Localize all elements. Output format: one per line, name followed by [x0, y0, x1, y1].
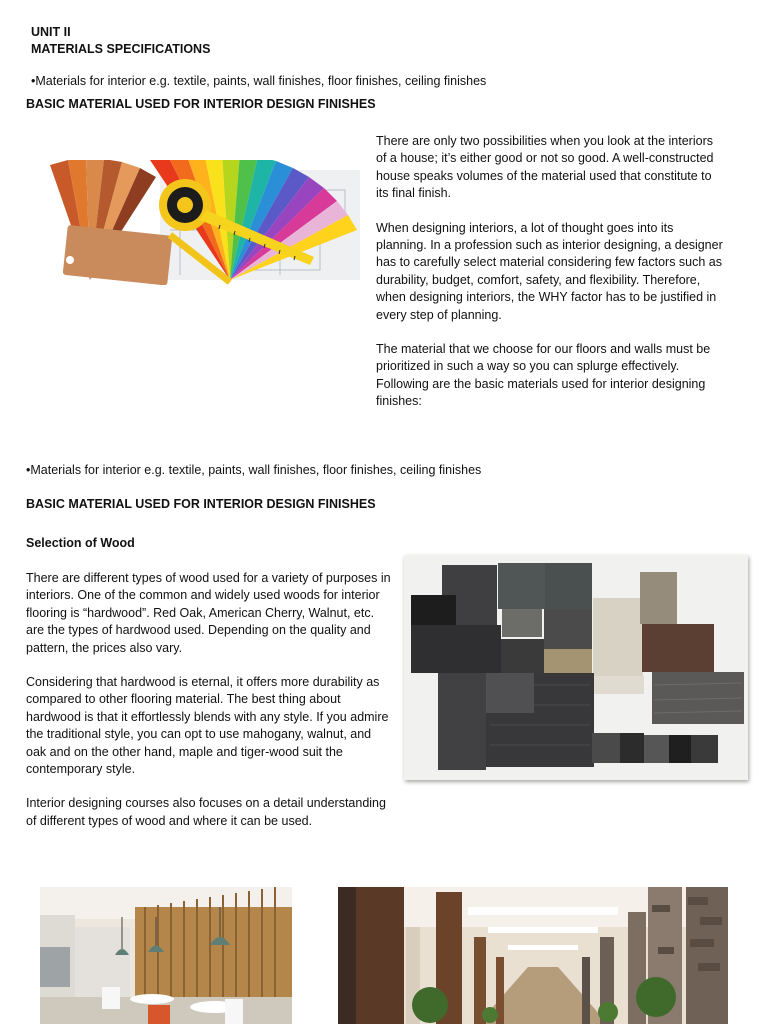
intro-paragraph: When designing interiors, a lot of thought goes into its planning. In a profession such as interior designing, a designer has to carefully select material considering few factors such as durability, budget, comfort, safety, and flexibility. Therefore, when designing interiors, the WHY factor has to be justified in every step of planning. [376, 220, 723, 322]
wood-heading: Selection of Wood [26, 536, 135, 550]
page-title: MATERIALS SPECIFICATIONS [31, 42, 211, 56]
wood-paragraph: There are different types of wood used for a variety of purposes in interiors. One of the common and widely used woods for interior flooring is “hardwood”. Red Oak, American Cherry, Walnut, etc. are the types of hardwood used. Depending on the quality and pattern, the prices also vary. [26, 571, 391, 655]
unit-label: UNIT II [31, 25, 71, 39]
cafe-interior-image [40, 887, 292, 1024]
wood-text [26, 570, 394, 847]
wood-samples-board-image [404, 555, 748, 780]
intro-paragraph: There are only two possibilities when you look at the interiors of a house; it’s either good or not so good. A well-constructed house speaks volumes of the material used that constitute to its final finish. [376, 134, 714, 201]
bullet-materials-2: •Materials for interior e.g. textile, paints, wall finishes, floor finishes, ceiling finishes [26, 463, 482, 477]
intro-text [376, 133, 726, 428]
section-heading-1: BASIC MATERIAL USED FOR INTERIOR DESIGN FINISHES [26, 97, 376, 111]
section-heading-2: BASIC MATERIAL USED FOR INTERIOR DESIGN FINISHES [26, 497, 376, 511]
bullet-materials-1: •Materials for interior e.g. textile, paints, wall finishes, floor finishes, ceiling finishes [31, 74, 487, 88]
corridor-interior-image [338, 887, 728, 1024]
intro-paragraph: The material that we choose for our floors and walls must be prioritized in such a way so you can splurge effectively. Following are the basic materials used for interior designing finishes: [376, 342, 711, 409]
wood-paragraph: Interior designing courses also focuses on a detail understanding of different types of wood and where it can be used. [26, 796, 386, 828]
wood-paragraph: Considering that hardwood is eternal, it offers more durability as compared to other flooring material. The best thing about hardwood is that it effortlessly blends with any style. If you admire the traditional style, you can opt to use mahogany, walnut, and oak and on the other hand, maple and tiger-wood suit the contemporary style. [26, 675, 389, 777]
materials-swatch-image [20, 160, 365, 285]
